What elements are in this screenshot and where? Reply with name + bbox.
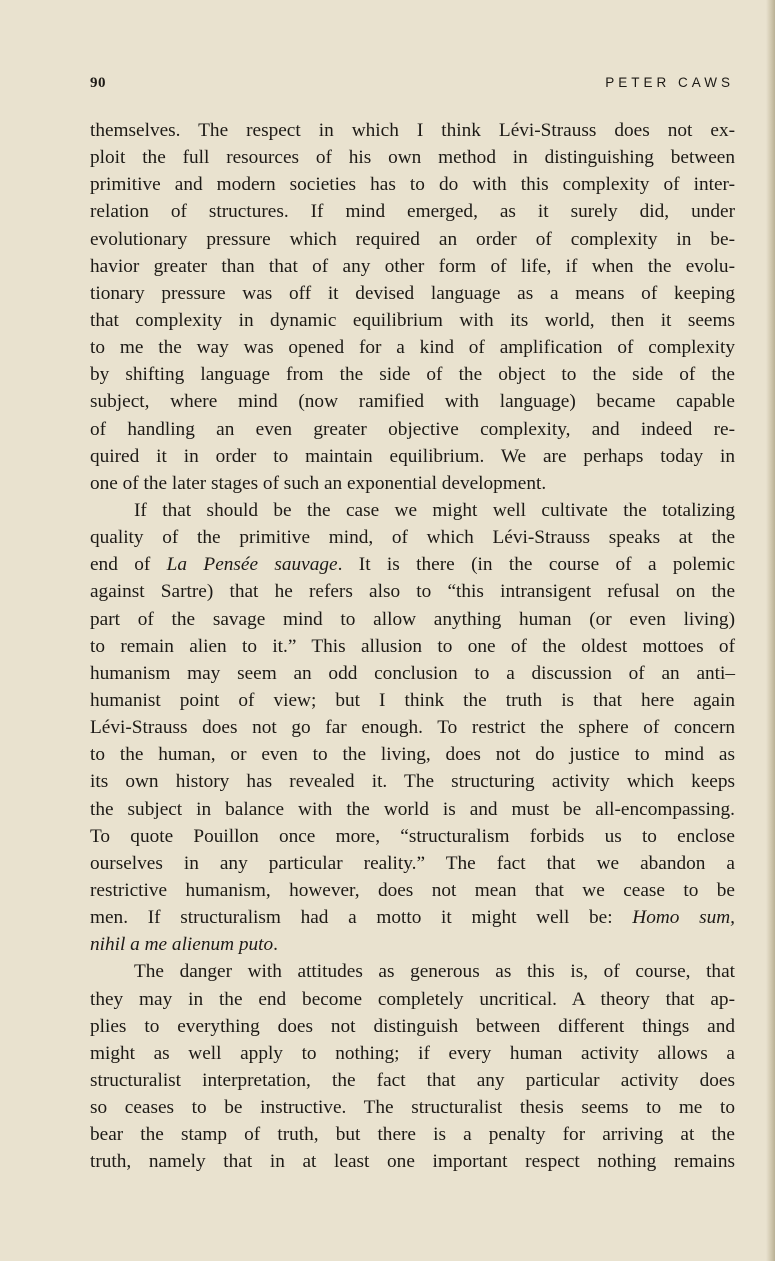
text-line: part of the savage mind to allow anything human (or even living) — [90, 608, 735, 630]
text-line: themselves. The respect in which I think Lévi-Strauss does not ex- — [90, 120, 735, 141]
running-head: PETER CAWS — [605, 75, 734, 90]
text-line: to me the way was opened for a kind of amplification of complexity — [90, 337, 735, 359]
text-line: ourselves in any particular reality.” The fact that we abandon a — [90, 852, 735, 874]
text-line: truth, namely that in at least one important respect nothing remains — [90, 1151, 735, 1173]
latin-motto: Homo sum, — [632, 907, 735, 929]
text-line: so ceases to be instructive. The structuralist thesis seems to me to — [90, 1097, 735, 1119]
text-line: primitive and modern societies has to do with this complexity of inter- — [90, 174, 735, 196]
text-line: To quote Pouillon once more, “structuralism forbids us to enclose — [90, 825, 735, 847]
text-line: humanism may seem an odd conclusion to a discussion of an anti– — [90, 662, 735, 684]
text-line: structuralist interpretation, the fact that any particular activity does — [90, 1069, 735, 1091]
text-line: they may in the end become completely uncritical. A theory that ap- — [90, 988, 735, 1010]
text-line: quired it in order to maintain equilibrium. We are perhaps today in — [90, 445, 735, 467]
text-line: subject, where mind (now ramified with language) became capable — [90, 391, 735, 413]
page-header — [90, 75, 734, 99]
text-line: tionary pressure was off it devised language as a means of keeping — [90, 282, 735, 304]
text-line: against Sartre) that he refers also to “this intransigent refusal on the — [90, 581, 735, 603]
text-line: quality of the primitive mind, of which Lévi-Strauss speaks at the — [90, 527, 735, 549]
text-line: humanist point of view; but I think the truth is that here again — [90, 689, 735, 711]
text-line: restrictive humanism, however, does not mean that we cease to be — [90, 879, 735, 901]
text-line: men. If structuralism had a motto it might well be: Homo sum, — [90, 907, 735, 929]
text-line: to remain alien to it.” This allusion to one of the oldest mottoes of — [90, 635, 735, 657]
paragraph-first-line: The danger with attitudes as generous as this is, of course, that — [134, 961, 735, 983]
page-edge — [766, 0, 775, 1261]
page-number: 90 — [90, 75, 106, 91]
text-line: of handling an even greater objective complexity, and indeed re- — [90, 418, 735, 440]
book-title: La Pensée sauvage — [166, 554, 338, 576]
text-line: that complexity in dynamic equilibrium with its world, then it seems — [90, 309, 735, 331]
text-line: might as well apply to nothing; if every human activity allows a — [90, 1042, 735, 1064]
text-line: its own history has revealed it. The structuring activity which keeps — [90, 771, 735, 793]
body-text — [90, 117, 735, 1175]
text-line: to the human, or even to the living, does not do justice to mind as — [90, 744, 735, 766]
text-line: nihil a me alienum puto. — [90, 934, 278, 956]
text-line: havior greater than that of any other form of life, if when the evolu- — [90, 255, 735, 277]
text-line: evolutionary pressure which required an order of complexity in be- — [90, 228, 735, 250]
text-line: bear the stamp of truth, but there is a penalty for arriving at the — [90, 1124, 735, 1146]
text-line: plies to everything does not distinguish between different things and — [90, 1015, 735, 1037]
text-line: end of La Pensée sauvage. It is there (in the course of a polemic — [90, 554, 735, 576]
latin-motto: nihil a me alienum puto — [90, 934, 274, 956]
text-line: Lévi-Strauss does not go far enough. To restrict the sphere of concern — [90, 717, 735, 739]
text-line: relation of structures. If mind emerged, as it surely did, under — [90, 201, 735, 223]
text-line: one of the later stages of such an exponential development. — [90, 472, 547, 494]
text-line: ploit the full resources of his own method in distinguishing between — [90, 147, 735, 169]
paragraph-first-line: If that should be the case we might well cultivate the totalizing — [134, 499, 735, 521]
text-line: the subject in balance with the world is and must be all-encompassing. — [90, 798, 735, 820]
text-line: by shifting language from the side of the object to the side of the — [90, 364, 735, 386]
